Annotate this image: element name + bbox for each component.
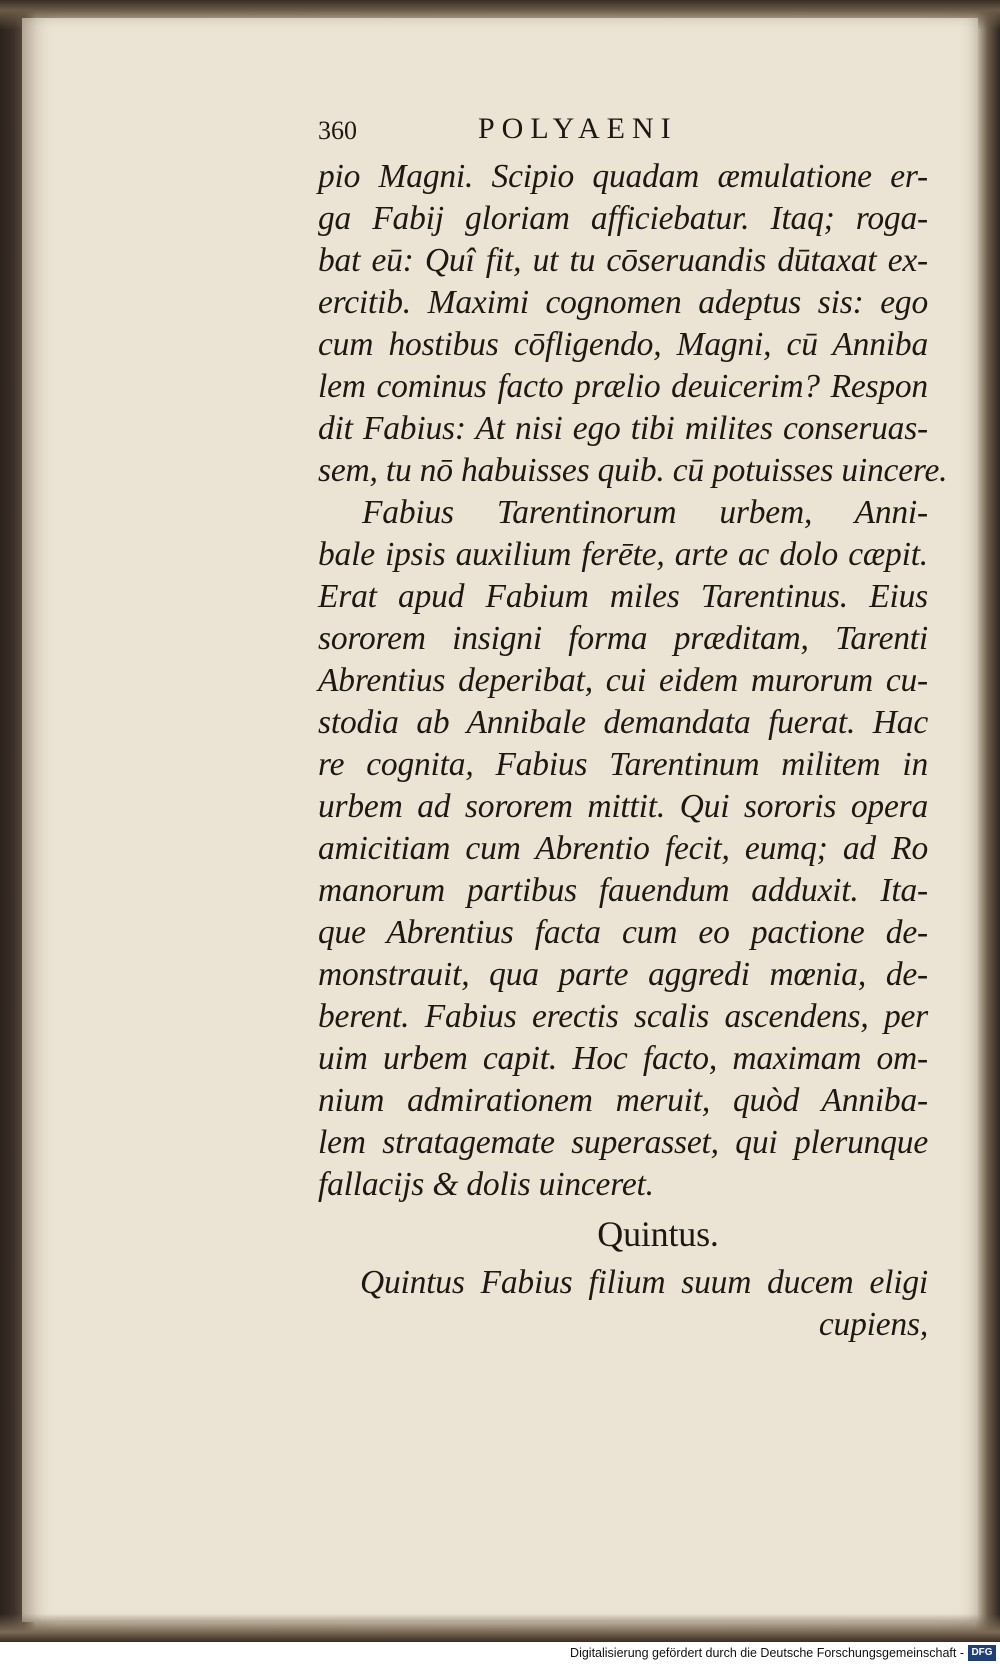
section-heading: Quintus. (597, 1214, 719, 1254)
page-header (318, 112, 928, 156)
body-line: ercitib. Maximi cognomen adeptus sis: ego (318, 284, 928, 321)
body-line: monstrauit, qua parte aggredi mœnia, de- (318, 956, 928, 993)
body-line: bat eū: Quî fit, ut tu cōseruandis dūtaxat ex- (318, 242, 928, 279)
body-line: bale ipsis auxilium ferēte, arte ac dolo cæpit. (318, 536, 928, 573)
page-number: 360 (318, 116, 357, 145)
digitization-footer (0, 1642, 1000, 1666)
body-line: dit Fabius: At nisi ego tibi milites conseruas- (318, 410, 928, 447)
body-line: urbem ad sororem mittit. Qui sororis opera (318, 788, 928, 825)
body-line: cum hostibus cōfligendo, Magni, cū Anniba (318, 326, 928, 363)
funding-credit: Digitalisierung gefördert durch die Deutsche Forschungsgemeinschaft - (570, 1646, 964, 1660)
body-line: ga Fabij gloriam afficiebatur. Itaq; roga- (318, 200, 928, 237)
running-title: POLYAENI (478, 112, 678, 145)
dfg-logo: DFG (968, 1645, 996, 1661)
body-line: Abrentius deperibat, cui eidem murorum cu- (318, 662, 928, 699)
body-line: que Abrentius facta cum eo pactione de- (318, 914, 928, 951)
catchword: cupiens, (818, 1306, 928, 1343)
body-line-last: fallacijs & dolis uinceret. (318, 1166, 654, 1203)
body-line: Erat apud Fabium miles Tarentinus. Eius (318, 578, 928, 615)
body-line: stodia ab Annibale demandata fuerat. Hac (318, 704, 928, 741)
body-line: re cognita, Fabius Tarentinum militem in (318, 746, 928, 783)
body-line: lem cominus facto prælio deuicerim? Respon (318, 368, 928, 405)
body-line: uim urbem capit. Hoc facto, maximam om- (318, 1040, 928, 1077)
body-line: lem stratagemate superasset, qui plerunque (318, 1124, 928, 1161)
body-line: sororem insigni forma præditam, Tarenti (318, 620, 928, 657)
text-block (318, 112, 948, 1346)
body-line: manorum partibus fauendum adduxit. Ita- (318, 872, 928, 909)
body-line: berent. Fabius erectis scalis ascendens, per (318, 998, 928, 1035)
body-line: amicitiam cum Abrentio fecit, eumq; ad Ro (318, 830, 928, 867)
body-line-paragraph-start: Fabius Tarentinorum urbem, Anni- (362, 494, 928, 531)
body-line: nium admirationem meruit, quòd Anniba- (318, 1082, 928, 1119)
section-line: Quintus Fabius filium suum ducem eligi (360, 1264, 928, 1301)
body-line: pio Magni. Scipio quadam æmulatione er- (318, 158, 928, 195)
body-line: sem, tu nō habuisses quib. cū potuisses uincere. (318, 452, 948, 489)
